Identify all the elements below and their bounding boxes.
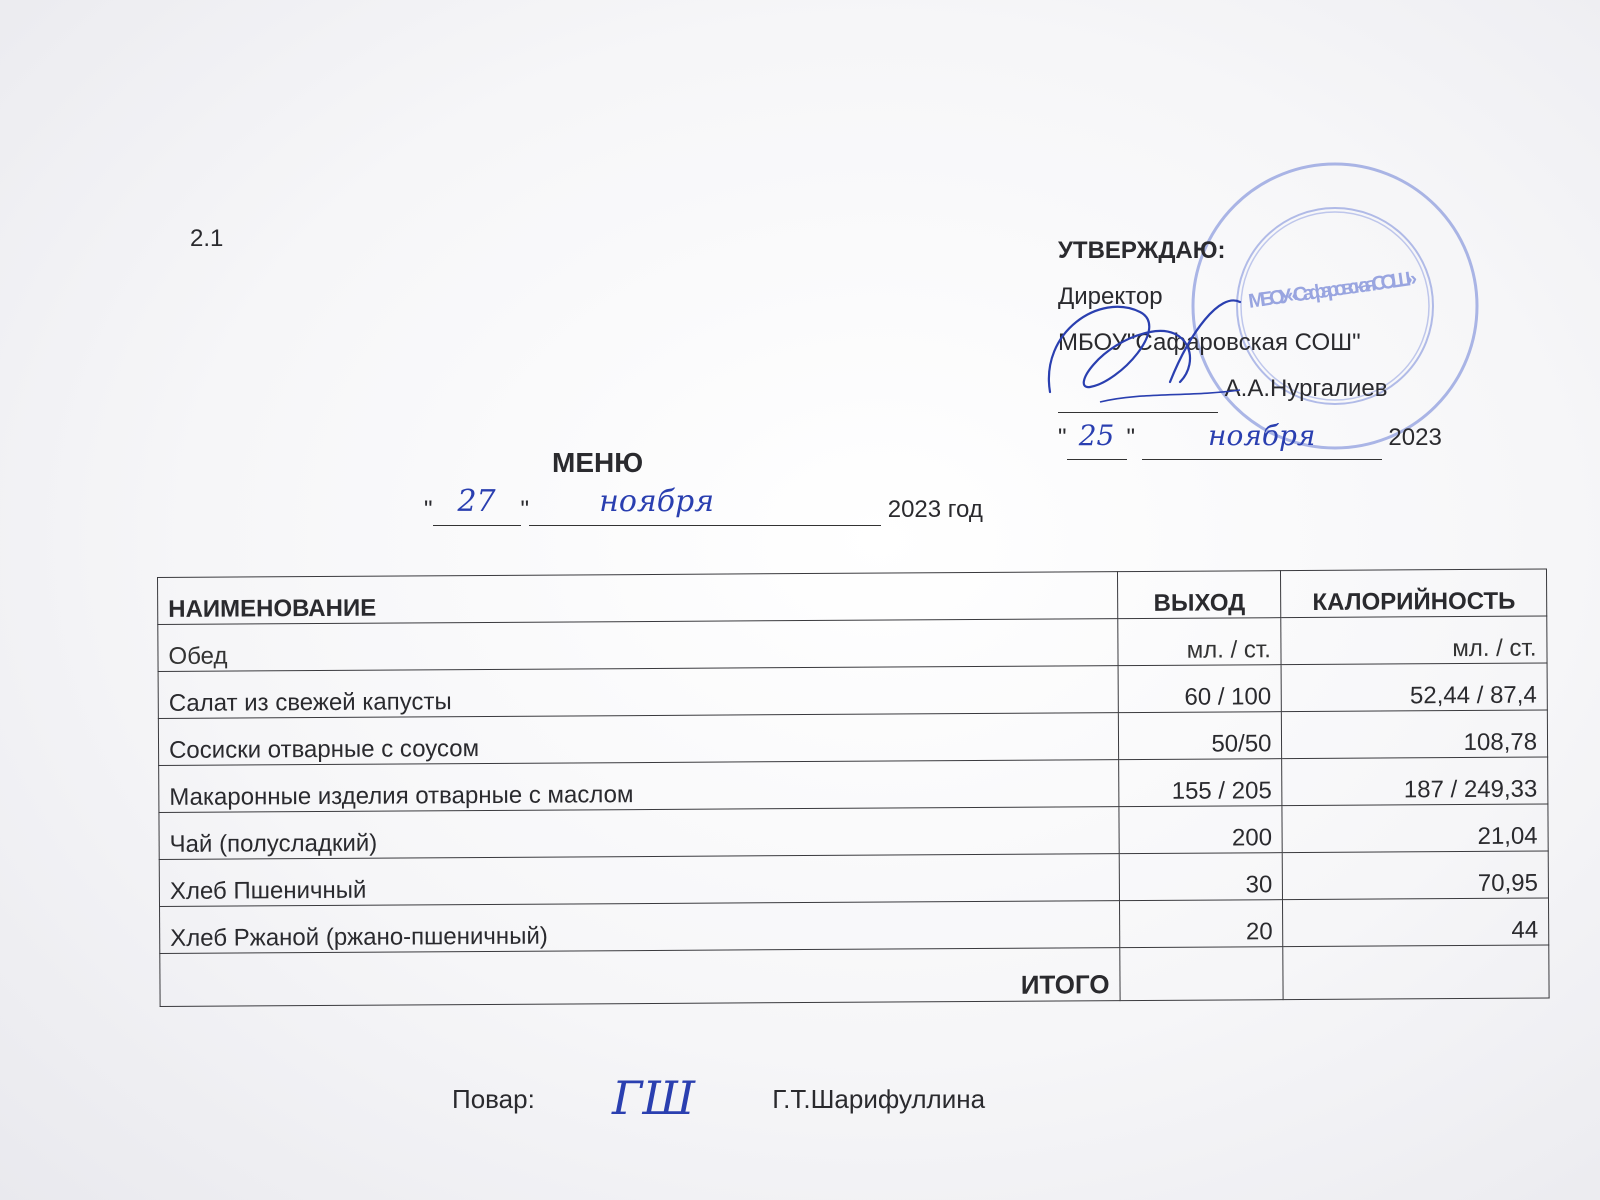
table-total-row (160, 945, 1549, 1006)
total-yield (1120, 947, 1284, 1001)
calories-unit: мл. / ст. (1281, 616, 1547, 665)
table-row (159, 757, 1548, 812)
meal-label: Обед (158, 619, 1118, 672)
dish-name: Хлеб Ржаной (ржано-пшеничный) (160, 901, 1120, 954)
dish-calories: 44 (1283, 898, 1549, 947)
approval-date-month: ноября (1142, 413, 1382, 460)
approval-date-day: 25 (1067, 413, 1127, 460)
dish-yield: 50/50 (1118, 712, 1282, 760)
approval-date: " 25 " ноября 2023 (1058, 413, 1442, 461)
dish-yield: 200 (1119, 806, 1283, 854)
menu-date-month: ноября (599, 484, 715, 519)
total-label: ИТОГО (160, 948, 1120, 1007)
dish-calories: 70,95 (1283, 851, 1549, 900)
document-number: 2.1 (190, 225, 224, 252)
table-subheader-row (158, 616, 1547, 671)
approval-position: Директор (1058, 283, 1163, 310)
approval-name: А.А.Нургалиев (1224, 375, 1388, 402)
header-calories: КАЛОРИЙНОСТЬ (1281, 569, 1547, 618)
dish-name: Хлеб Пшеничный (159, 854, 1119, 907)
dish-name: Макаронные изделия отварные с маслом (159, 760, 1119, 813)
dish-name: Салат из свежей капусты (158, 666, 1118, 719)
table-header-row (158, 569, 1547, 624)
table-row (160, 898, 1549, 953)
menu-date: " 27 " ноября 2023 год (424, 490, 983, 526)
director-signature (1030, 272, 1260, 432)
dish-calories: 21,04 (1282, 804, 1548, 853)
table-row (158, 710, 1547, 765)
approval-organization: МБОУ"Сафаровская СОШ" (1058, 329, 1361, 356)
dish-yield: 155 / 205 (1119, 759, 1283, 807)
dish-name: Сосиски отварные с соусом (158, 713, 1118, 766)
cook-signature-line (452, 1065, 986, 1125)
menu-title: МЕНЮ (552, 447, 644, 478)
cook-label: Повар: (452, 1084, 535, 1114)
dish-yield: 30 (1119, 853, 1283, 901)
table-row (159, 851, 1548, 906)
header-name: НАИМЕНОВАНИЕ (158, 572, 1118, 625)
dish-yield: 60 / 100 (1118, 665, 1282, 713)
dish-yield: 20 (1120, 900, 1284, 948)
header-yield: ВЫХОД (1118, 571, 1282, 619)
stamp-text: МБОУ «Сафаровская СОШ» (1247, 267, 1419, 313)
dish-calories: 52,44 / 87,4 (1281, 663, 1547, 712)
cook-name: Г.Т.Шарифуллина (772, 1084, 986, 1114)
dish-calories: 108,78 (1282, 710, 1548, 759)
yield-unit: мл. / ст. (1118, 618, 1282, 666)
menu-date-day: 27 (457, 484, 496, 519)
dish-calories: 187 / 249,33 (1282, 757, 1548, 806)
cook-signature: ГШ (612, 1071, 695, 1125)
table-row (159, 804, 1548, 859)
table-row (158, 663, 1547, 718)
menu-table (157, 569, 1550, 1007)
total-calories (1283, 945, 1549, 1000)
menu-date-year: 2023 год (887, 496, 983, 523)
dish-name: Чай (полусладкий) (159, 807, 1119, 860)
approval-title: УТВЕРЖДАЮ: (1058, 237, 1226, 264)
approval-date-year: 2023 (1388, 424, 1442, 451)
